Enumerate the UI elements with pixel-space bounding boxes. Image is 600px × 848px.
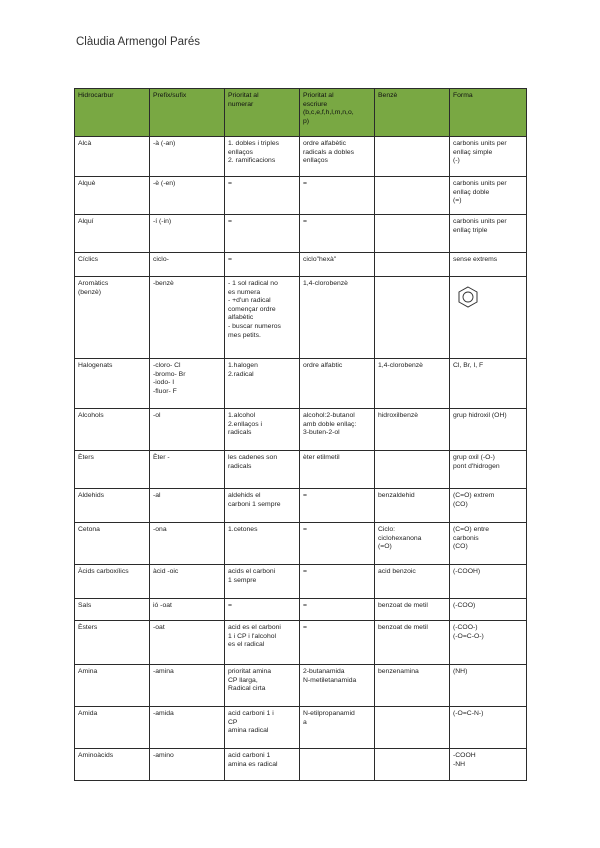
- cell-text-line: -iodo- I: [153, 379, 175, 387]
- cell-forma: [450, 177, 527, 215]
- table-row: [75, 489, 527, 523]
- cell-text-line: N-metiletanamida: [303, 676, 357, 684]
- cell-text-line: -oat: [153, 624, 165, 631]
- table-row: [75, 215, 527, 253]
- cell-text-line: =: [303, 624, 307, 631]
- cell-text-line: -è (-en): [153, 180, 176, 187]
- cell-prefix-sufix: [150, 599, 225, 621]
- cell-text-line: Alcà: [78, 140, 92, 147]
- header-prefix-sufix: [150, 89, 225, 137]
- cell-text-line: Benzè: [378, 92, 398, 99]
- cell-prioritat-numerar: [225, 177, 300, 215]
- cell-text-line: Alquí: [78, 218, 94, 225]
- cell-prioritat-numerar: [225, 489, 300, 523]
- cell-benze: [375, 707, 450, 749]
- cell-text-line: alfabètic: [228, 314, 254, 322]
- cell-text-line: ordre alfabtic: [303, 362, 343, 369]
- cell-forma: [450, 665, 527, 707]
- cell-text-line: =: [228, 218, 232, 225]
- cell-prioritat-numerar: [225, 707, 300, 749]
- cell-text-line: 1. dobles i triples: [228, 140, 280, 147]
- cell-prioritat-escriure: [300, 599, 375, 621]
- cell-text-line: (-O=C-O-): [453, 632, 484, 640]
- cell-text-line: acid carboni 1 i: [228, 710, 274, 717]
- table-row: [75, 523, 527, 565]
- cell-text-line: -COOH: [453, 752, 476, 759]
- cell-text-line: N-etilpropanamid: [303, 710, 355, 717]
- cell-text-line: Èsters: [78, 624, 98, 631]
- cell-text-line: Aminoàcids: [78, 752, 114, 759]
- cell-forma: [450, 523, 527, 565]
- cell-text-line: àcid -oic: [153, 568, 179, 575]
- cell-prioritat-numerar: [225, 409, 300, 451]
- header-hidrocarbur: [75, 89, 150, 137]
- cell-text-line: enllaç triple: [453, 226, 488, 234]
- header-row: [75, 89, 527, 137]
- cell-hidrocarbur: [75, 137, 150, 177]
- cell-text-line: CP llarga,: [228, 676, 258, 684]
- header-prioritat-escriure: [300, 89, 375, 137]
- cell-prefix-sufix: [150, 215, 225, 253]
- cell-prioritat-escriure: [300, 177, 375, 215]
- cell-text-line: Aromàtics: [78, 280, 109, 287]
- cell-text-line: 2. ramificacions: [228, 157, 276, 165]
- cell-text-line: -bromo- Br: [153, 370, 186, 378]
- cell-text-line: 2.radical: [228, 370, 254, 378]
- cell-text-line: acids el carboni: [228, 568, 276, 575]
- cell-forma: [450, 215, 527, 253]
- header-forma: [450, 89, 527, 137]
- cell-text-line: carboni 1 sempre: [228, 500, 281, 508]
- cell-hidrocarbur: [75, 253, 150, 277]
- cell-text-line: Halogenats: [78, 362, 113, 369]
- cell-text-line: Cetona: [78, 526, 100, 533]
- cell-text-line: (b,c,e,f,h,l,m,n,o,: [303, 109, 354, 117]
- cell-text-line: carbonis units per: [453, 180, 507, 187]
- table-row: [75, 177, 527, 215]
- cell-text-line: -benzè: [153, 280, 174, 287]
- cell-prioritat-numerar: [225, 621, 300, 665]
- cell-prioritat-escriure: [300, 523, 375, 565]
- cell-text-line: ordre alfabètic: [303, 140, 347, 147]
- cell-text-line: p): [303, 117, 310, 125]
- cell-forma: [450, 707, 527, 749]
- cell-text-line: =: [228, 602, 232, 609]
- cell-text-line: començar ordre: [228, 305, 276, 313]
- cell-text-line: -al: [153, 492, 161, 499]
- cell-text-line: =: [303, 180, 307, 187]
- cell-text-line: 1.cetones: [228, 526, 258, 533]
- cell-text-line: Sals: [78, 602, 92, 609]
- cell-benze: [375, 565, 450, 599]
- cell-text-line: Èter -: [153, 454, 170, 461]
- cell-prioritat-escriure: [300, 665, 375, 707]
- cell-text-line: -ona: [153, 526, 167, 533]
- cell-text-line: Forma: [453, 92, 473, 99]
- cell-forma: [450, 621, 527, 665]
- cell-benze: [375, 665, 450, 707]
- cell-text-line: - buscar numeros: [228, 322, 281, 330]
- table-row: [75, 707, 527, 749]
- author-name: Clàudia Armengol Parés: [76, 36, 201, 48]
- cell-prefix-sufix: [150, 665, 225, 707]
- cell-benze: [375, 177, 450, 215]
- cell-text-line: hidroxilbenzè: [378, 412, 419, 419]
- cell-text-line: 1,4-clorobenzè: [303, 280, 348, 287]
- cell-prioritat-numerar: [225, 523, 300, 565]
- cell-prioritat-numerar: [225, 565, 300, 599]
- cell-prioritat-escriure: [300, 359, 375, 409]
- cell-text-line: (-O=C-N-): [453, 710, 484, 717]
- cell-text-line: Cl, Br, I, F: [453, 362, 484, 369]
- cell-text-line: benzoat de metil: [378, 602, 428, 609]
- cell-prefix-sufix: [150, 177, 225, 215]
- cell-text-line: es el radical: [228, 641, 265, 649]
- cell-benze: [375, 621, 450, 665]
- header-prioritat-numerar: [225, 89, 300, 137]
- cell-benze: [375, 409, 450, 451]
- cell-prefix-sufix: [150, 359, 225, 409]
- cell-text-line: carbonis units per: [453, 218, 507, 225]
- cell-hidrocarbur: [75, 177, 150, 215]
- cell-text-line: 2-butanamida: [303, 668, 345, 675]
- cell-text-line: aldehids el: [228, 492, 261, 499]
- cell-text-line: Èters: [78, 454, 94, 461]
- cell-text-line: numerar: [228, 100, 254, 108]
- cell-hidrocarbur: [75, 749, 150, 781]
- cell-text-line: mes petits.: [228, 331, 261, 339]
- cell-benze: [375, 215, 450, 253]
- cell-prefix-sufix: [150, 621, 225, 665]
- cell-forma: [450, 137, 527, 177]
- cell-benze: [375, 749, 450, 781]
- cell-text-line: Prioritat al: [228, 92, 259, 99]
- cell-text-line: enllaç doble: [453, 188, 490, 196]
- cell-text-line: carbonis: [453, 534, 479, 542]
- cell-hidrocarbur: [75, 215, 150, 253]
- cell-prefix-sufix: [150, 489, 225, 523]
- cell-forma: [450, 409, 527, 451]
- cell-text-line: (-COO): [453, 602, 476, 609]
- cell-text-line: alcohol:2-butanol: [303, 412, 355, 419]
- cell-prioritat-escriure: [300, 749, 375, 781]
- cell-text-line: -cloro- Cl: [153, 362, 181, 369]
- cell-benze: [375, 599, 450, 621]
- cell-text-line: 1 sempre: [228, 576, 257, 584]
- cell-text-line: -í (-in): [153, 218, 172, 225]
- cell-forma: [450, 749, 527, 781]
- cell-prefix-sufix: [150, 451, 225, 489]
- cell-text-line: -NH: [453, 760, 466, 768]
- cell-text-line: 1,4-clorobenzè: [378, 362, 423, 369]
- cell-text-line: èter etilmetil: [303, 454, 340, 461]
- cell-text-line: Aldehids: [78, 492, 105, 499]
- cell-text-line: Alquè: [78, 180, 96, 187]
- cell-prefix-sufix: [150, 707, 225, 749]
- cell-benze: [375, 137, 450, 177]
- cell-prefix-sufix: [150, 409, 225, 451]
- cell-text-line: radicals: [228, 429, 252, 437]
- cell-prefix-sufix: [150, 749, 225, 781]
- cell-hidrocarbur: [75, 277, 150, 359]
- cell-text-line: es numera: [228, 288, 261, 296]
- cell-benze: [375, 277, 450, 359]
- cell-forma: [450, 277, 527, 359]
- cell-text-line: ió -oat: [153, 602, 172, 609]
- cell-text-line: pont d'hidrogen: [453, 462, 500, 470]
- cell-text-line: benzenamina: [378, 668, 419, 675]
- cell-prefix-sufix: [150, 253, 225, 277]
- cell-text-line: 1.alcohol: [228, 412, 256, 419]
- cell-text-line: Cíclics: [78, 256, 99, 263]
- cell-text-line: benzoat de metil: [378, 624, 428, 631]
- cell-text-line: a: [303, 718, 307, 726]
- cell-text-line: Alcohols: [78, 412, 104, 419]
- cell-text-line: =: [303, 218, 307, 225]
- cell-text-line: acid es el carboni: [228, 624, 281, 631]
- cell-text-line: (C=O) extrem: [453, 492, 495, 499]
- cell-text-line: (-COO-): [453, 624, 478, 631]
- cell-text-line: =: [228, 256, 232, 263]
- cell-forma: [450, 599, 527, 621]
- cell-prioritat-numerar: [225, 749, 300, 781]
- cell-text-line: Prioritat al: [303, 92, 334, 99]
- cell-prioritat-escriure: [300, 137, 375, 177]
- table-row: [75, 599, 527, 621]
- cell-text-line: carbonis units per: [453, 140, 507, 147]
- cell-text-line: ciclo"hexà": [303, 256, 337, 263]
- cell-text-line: (=O): [378, 543, 392, 551]
- cell-hidrocarbur: [75, 565, 150, 599]
- cell-hidrocarbur: [75, 599, 150, 621]
- cell-prioritat-escriure: [300, 451, 375, 489]
- cell-text-line: (CO): [453, 500, 468, 508]
- cell-text-line: (NH): [453, 668, 468, 675]
- cell-text-line: =: [303, 568, 307, 575]
- table-row: [75, 253, 527, 277]
- cell-text-line: =: [303, 492, 307, 499]
- table-row: [75, 665, 527, 707]
- table-row: [75, 749, 527, 781]
- cell-prioritat-numerar: [225, 137, 300, 177]
- cell-text-line: ciclo-: [153, 256, 169, 263]
- cell-text-line: les cadenes son: [228, 454, 278, 461]
- cell-prioritat-numerar: [225, 359, 300, 409]
- table-row: [75, 621, 527, 665]
- cell-hidrocarbur: [75, 409, 150, 451]
- cell-text-line: -à (-an): [153, 140, 176, 147]
- cell-hidrocarbur: [75, 359, 150, 409]
- cell-prioritat-escriure: [300, 565, 375, 599]
- table-body: [75, 137, 527, 781]
- cell-text-line: (-): [453, 157, 460, 165]
- cell-text-line: Radical cirta: [228, 685, 266, 693]
- cell-text-line: sense extrems: [453, 256, 498, 263]
- cell-text-line: enllaços: [228, 148, 253, 156]
- cell-prioritat-numerar: [225, 277, 300, 359]
- table-row: [75, 359, 527, 409]
- cell-text-line: acid benzoic: [378, 568, 416, 575]
- cell-prioritat-escriure: [300, 277, 375, 359]
- cell-hidrocarbur: [75, 707, 150, 749]
- cell-prefix-sufix: [150, 565, 225, 599]
- cell-text-line: Àcids carboxílics: [78, 568, 129, 575]
- cell-benze: [375, 253, 450, 277]
- cell-prioritat-numerar: [225, 451, 300, 489]
- cell-text-line: prioritat amina: [228, 668, 272, 675]
- cell-text-line: amina es radical: [228, 760, 278, 768]
- cell-text-line: 1 i CP i l'alcohol: [228, 632, 277, 640]
- cell-text-line: -ol: [153, 412, 161, 419]
- cell-text-line: enllaços: [303, 157, 328, 165]
- hydrocarbon-table: [74, 88, 527, 781]
- cell-forma: [450, 253, 527, 277]
- cell-text-line: ciclohexanona: [378, 534, 422, 542]
- cell-prioritat-escriure: [300, 489, 375, 523]
- cell-text-line: (C=O) entre: [453, 526, 490, 533]
- cell-prefix-sufix: [150, 277, 225, 359]
- cell-text-line: Amida: [78, 710, 98, 717]
- cell-prioritat-numerar: [225, 599, 300, 621]
- table-row: [75, 409, 527, 451]
- cell-prioritat-escriure: [300, 707, 375, 749]
- cell-text-line: -amida: [153, 710, 174, 717]
- table-row: [75, 137, 527, 177]
- cell-prioritat-escriure: [300, 215, 375, 253]
- cell-benze: [375, 489, 450, 523]
- cell-text-line: radicals a dobles: [303, 148, 355, 156]
- cell-text-line: (-COOH): [453, 568, 481, 575]
- cell-prioritat-numerar: [225, 665, 300, 707]
- cell-text-line: Prefix/sufix: [153, 92, 187, 99]
- cell-prioritat-numerar: [225, 215, 300, 253]
- cell-text-line: radicals: [228, 462, 252, 470]
- cell-text-line: - 1 sol radical no: [228, 280, 278, 287]
- cell-text-line: amina radical: [228, 727, 269, 735]
- cell-prioritat-escriure: [300, 409, 375, 451]
- benzene-ring-icon: [457, 286, 479, 308]
- cell-forma: [450, 359, 527, 409]
- cell-text-line: -fluor- F: [153, 387, 177, 395]
- cell-text-line: grup oxil (-O-): [453, 454, 495, 461]
- cell-prefix-sufix: [150, 137, 225, 177]
- cell-text-line: escriure: [303, 100, 328, 108]
- table-header: [75, 89, 527, 137]
- cell-prioritat-escriure: [300, 253, 375, 277]
- cell-text-line: grup hidroxil (OH): [453, 412, 507, 419]
- cell-text-line: =: [228, 180, 232, 187]
- cell-text-line: -amina: [153, 668, 174, 675]
- cell-hidrocarbur: [75, 621, 150, 665]
- cell-text-line: (CO): [453, 543, 468, 551]
- cell-benze: [375, 359, 450, 409]
- cell-text-line: 3-buten-2-ol: [303, 429, 340, 437]
- cell-forma: [450, 565, 527, 599]
- table-row: [75, 565, 527, 599]
- cell-text-line: =: [303, 526, 307, 533]
- cell-forma: [450, 451, 527, 489]
- cell-text-line: Hidrocarbur: [78, 92, 114, 99]
- cell-benze: [375, 523, 450, 565]
- cell-hidrocarbur: [75, 489, 150, 523]
- table-row: [75, 451, 527, 489]
- cell-text-line: (benzè): [78, 288, 102, 296]
- cell-prioritat-numerar: [225, 253, 300, 277]
- cell-text-line: acid carboni 1: [228, 752, 271, 759]
- table-row: [75, 277, 527, 359]
- cell-text-line: benzaldehid: [378, 492, 415, 499]
- cell-prefix-sufix: [150, 523, 225, 565]
- cell-text-line: - +d'un radical: [228, 297, 271, 305]
- cell-forma: [450, 489, 527, 523]
- cell-text-line: amb doble enllaç:: [303, 420, 357, 428]
- cell-text-line: -amino: [153, 752, 174, 759]
- cell-text-line: (=): [453, 197, 462, 205]
- cell-text-line: Amina: [78, 668, 98, 675]
- cell-hidrocarbur: [75, 665, 150, 707]
- cell-text-line: CP: [228, 718, 238, 726]
- cell-hidrocarbur: [75, 523, 150, 565]
- cell-text-line: Ciclo:: [378, 526, 395, 533]
- cell-prioritat-escriure: [300, 621, 375, 665]
- cell-text-line: 1.halogen: [228, 362, 258, 369]
- cell-text-line: =: [303, 602, 307, 609]
- cell-hidrocarbur: [75, 451, 150, 489]
- header-benze: [375, 89, 450, 137]
- cell-text-line: 2.enllaços i: [228, 420, 263, 428]
- cell-benze: [375, 451, 450, 489]
- cell-text-line: enllaç simple: [453, 148, 493, 156]
